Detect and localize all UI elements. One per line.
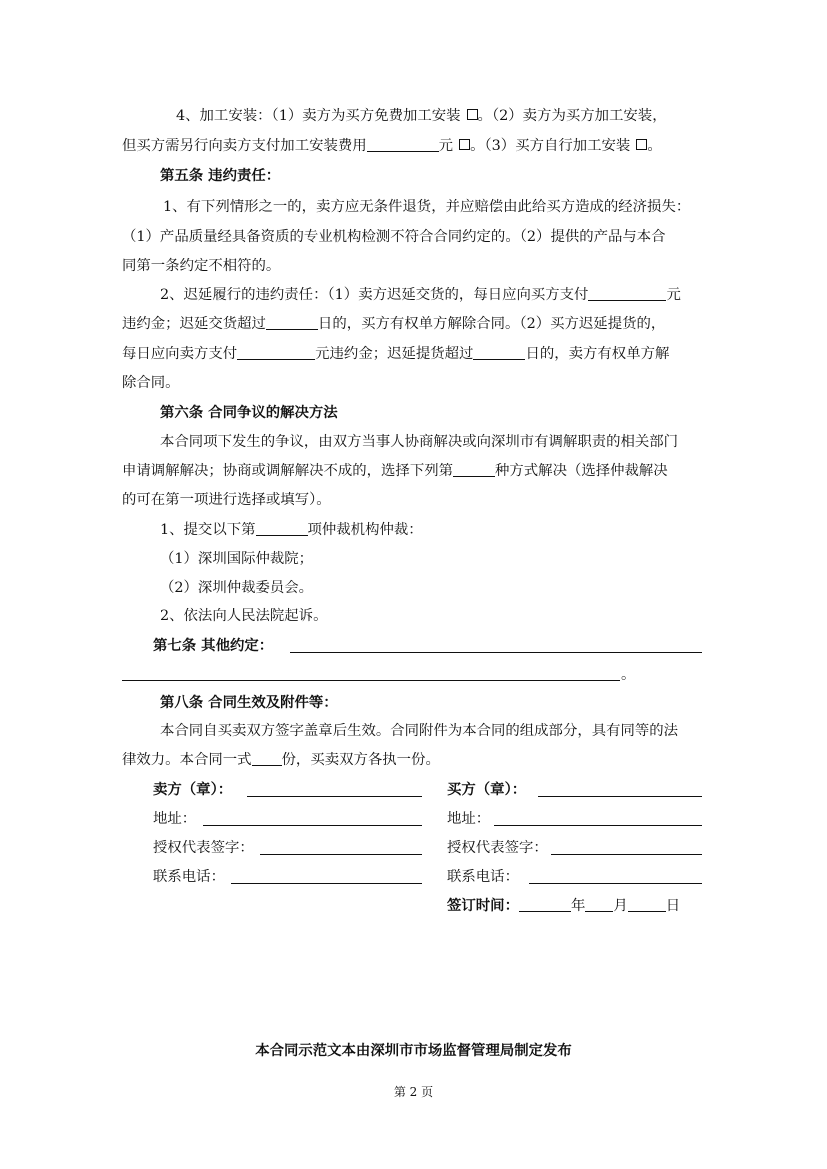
item4-line1: 4、加工安装：（1）卖方为买方免费加工安装 。（2）卖方为买方加工安装， <box>176 108 667 124</box>
checkbox-free-install[interactable] <box>467 109 478 120</box>
publisher-note: 本合同示范文本由深圳市市场监督管理局制定发布 <box>255 1043 572 1059</box>
buyer-delay-days-blank[interactable] <box>473 345 525 360</box>
article6-option1-1: （1）深圳国际仲裁院； <box>160 551 314 567</box>
sign-day-blank[interactable] <box>628 897 666 912</box>
seller-rep-field[interactable] <box>260 854 422 855</box>
dispute-option-blank[interactable] <box>453 462 495 477</box>
buyer-address-field[interactable] <box>494 825 702 826</box>
buyer-seal-field[interactable] <box>538 796 702 797</box>
article5-p1-line3: 同第一条约定不相符的。 <box>122 258 281 274</box>
checkbox-paid-install[interactable] <box>459 139 470 150</box>
other-terms-line1[interactable] <box>290 652 702 653</box>
buyer-address-label: 地址： <box>447 811 491 827</box>
seller-phone-field[interactable] <box>231 883 422 884</box>
install-fee-blank[interactable] <box>367 137 439 152</box>
article5-p2-line2: 违约金；迟延交货超过 日的，买方有权单方解除合同。（2）买方迟延提货的， <box>122 316 666 332</box>
article8-title: 第八条 合同生效及附件等： <box>160 695 338 711</box>
buyer-rep-label: 授权代表签字： <box>447 840 548 856</box>
buyer-phone-label: 联系电话： <box>447 869 519 885</box>
buyer-delay-penalty-blank[interactable] <box>237 345 315 360</box>
article5-title: 第五条 违约责任： <box>160 168 281 184</box>
seller-seal-field[interactable] <box>247 796 422 797</box>
article6-line1: 本合同项下发生的争议，由双方当事人协商解决或向深圳市有调解职责的相关部门 <box>160 434 679 450</box>
article7-title: 第七条 其他约定： <box>153 638 274 654</box>
article6-line3: 的可在第一项进行选择或填写）。 <box>122 492 331 508</box>
seller-rep-label: 授权代表签字： <box>153 840 254 856</box>
sign-year-blank[interactable] <box>519 897 571 912</box>
page-number: 第 2 页 <box>393 1085 434 1099</box>
item4-line2: 但买方需另行向卖方支付加工安装费用 元 。（3）买方自行加工安装 。 <box>122 138 662 154</box>
sign-date: 签订时间： 年 月 日 <box>447 898 681 914</box>
article6-option1: 1、提交以下第 项仲裁机构仲裁： <box>160 522 423 538</box>
checkbox-self-install[interactable] <box>636 139 647 150</box>
seller-delay-penalty-blank[interactable] <box>588 286 666 301</box>
article8-line2: 律效力。本合同一式 份，买卖双方各执一份。 <box>122 752 440 768</box>
buyer-rep-field[interactable] <box>551 854 702 855</box>
article6-option1-2: （2）深圳仲裁委员会。 <box>160 580 314 596</box>
seller-address-field[interactable] <box>203 825 422 826</box>
buyer-label: 买方（章）： <box>447 782 527 798</box>
article5-p1-line1: 1、有下列情形之一的，卖方应无条件退货，并应赔偿由此给买方造成的经济损失： <box>163 199 691 215</box>
seller-address-label: 地址： <box>153 811 197 827</box>
article6-title: 第六条 合同争议的解决方法 <box>160 405 338 421</box>
copies-blank[interactable] <box>252 751 282 766</box>
other-terms-line2[interactable] <box>122 680 620 681</box>
sign-month-blank[interactable] <box>585 897 613 912</box>
article7-end: 。 <box>621 667 636 683</box>
article5-p2-line4: 除合同。 <box>122 375 180 391</box>
article8-line1: 本合同自买卖双方签字盖章后生效。合同附件为本合同的组成部分，具有同等的法 <box>160 723 679 739</box>
seller-delay-days-blank[interactable] <box>266 315 318 330</box>
buyer-phone-field[interactable] <box>529 883 702 884</box>
seller-label: 卖方（章）： <box>153 782 233 798</box>
arbitration-choice-blank[interactable] <box>256 521 308 536</box>
article5-p1-line2: （1）产品质量经具备资质的专业机构检测不符合合同约定的。（2）提供的产品与本合 <box>122 229 666 245</box>
article5-p2-line3: 每日应向卖方支付 元违约金；迟延提货超过 日的，卖方有权单方解 <box>122 346 670 362</box>
article5-p2-line1: 2、迟延履行的违约责任：（1）卖方迟延交货的，每日应向买方支付 元 <box>160 287 681 303</box>
article6-line2: 申请调解解决；协商或调解解决不成的，选择下列第 种方式解决（选择仲裁解决 <box>122 463 668 479</box>
article6-option2: 2、依法向人民法院起诉。 <box>160 608 328 624</box>
seller-phone-label: 联系电话： <box>153 869 225 885</box>
